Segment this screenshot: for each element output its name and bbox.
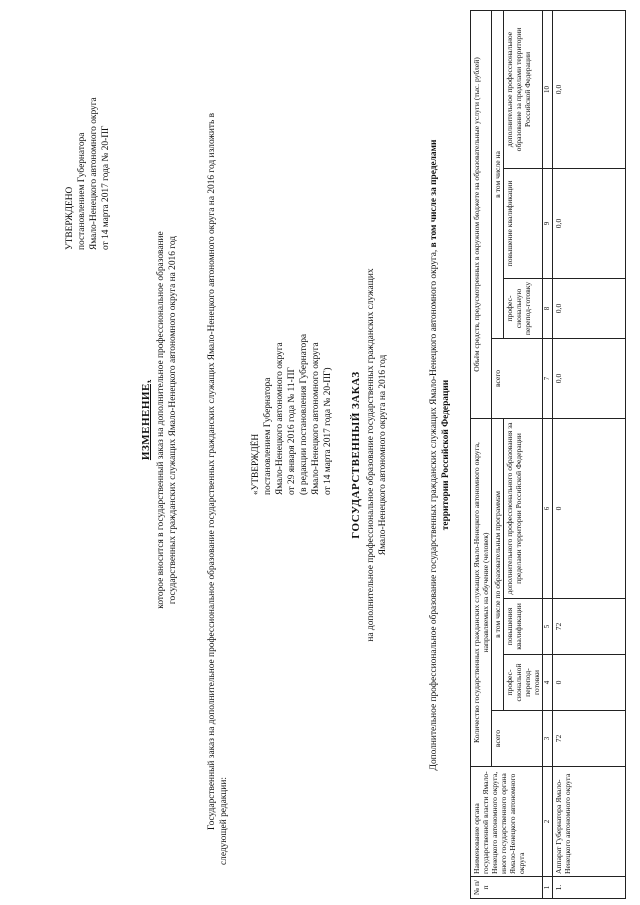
approval-line: от 29 января 2016 года № 11-ПГ [287, 367, 297, 495]
approval-line: (в редакции постановления Губернатора [299, 333, 309, 495]
change-line: государственных гражданских служащих Ямало-Ненецкого автономного округа на 2016 год [168, 235, 178, 605]
column-number: 1 [543, 877, 553, 899]
approval-heading: УТВЕРЖДЕНО [65, 186, 75, 250]
change-heading-block [140, 25, 179, 815]
approval-line: постановлением Губернатора [263, 377, 273, 495]
cell-num: 1. [553, 877, 626, 899]
approval-line: от 14 марта 2017 года № 20-ПГ) [323, 367, 333, 495]
cell-funds-prof: 0,0 [553, 278, 626, 338]
header-total: всего [492, 711, 543, 767]
header-incl: в том числе на [492, 10, 504, 338]
cell-organ: Аппарат Губернатора Ямало-Ненецкого автономного округа [553, 767, 626, 877]
zakaz-title: ГОСУДАРСТВЕННЫЙ ЗАКАЗ [350, 371, 362, 539]
caption-bold: территории Российской Федерации [441, 379, 451, 531]
cell-funds-dop: 0,0 [553, 10, 626, 168]
cell-funds-qual: 0,0 [553, 168, 626, 278]
change-line: которое вносится в государственный заказ на дополнительное профессиональное образование [156, 231, 166, 609]
column-number: 6 [543, 418, 553, 598]
approval-line: постановлением Губернатора [77, 132, 87, 250]
approval-line: Ямало-Ненецкого автономного округа [89, 97, 99, 250]
column-number: 3 [543, 711, 553, 767]
zakaz-line: Ямало-Ненецкого автономного округа на 2016 год [378, 354, 388, 556]
header-qual2: повышение квалификации [504, 168, 543, 278]
approval-line: Ямало-Ненецкого автономного округа [311, 342, 321, 495]
cell-qual: 72 [553, 599, 626, 655]
cell-prof: 0 [553, 655, 626, 711]
approval-line: от 14 марта 2017 года № 20-ПГ [101, 125, 111, 250]
column-number: 7 [543, 338, 553, 418]
column-number: 4 [543, 655, 553, 711]
header-prof2: профес-сиональную перепод-готовку [504, 278, 543, 338]
column-number: 2 [543, 767, 553, 877]
header-qual: повышения квалификации [504, 599, 543, 655]
header-organ: Наименование органа государственной власти Ямало-Ненецкого автономного округа, иного государственного органа Ямало-Ненецкого автономного округа [471, 767, 543, 877]
header-count: Количество государственных гражданских служащих Ямало-Ненецкого автономного округа, направляемых на обучение (человек) [471, 418, 492, 766]
cell-funds-total: 0,0 [553, 338, 626, 418]
change-title: ИЗМЕНЕНИЕ, [140, 379, 152, 461]
cell-total: 72 [553, 711, 626, 767]
approval-heading: «УТВЕРЖДЁН [251, 433, 261, 495]
intro-paragraph: Государственный заказ на дополнительное профессиональное образование государственных гражданских служащих Ямало-Ненецкого автономного округа на 2016 год изложить в следующей редакции: [207, 112, 229, 865]
column-number: 5 [543, 599, 553, 655]
caption-text: Дополнительное профессиональное образование государственных гражданских служащих Ямало-Ненецкого автономного округа, [429, 247, 439, 771]
cell-dop: 0 [553, 418, 626, 598]
approval-stamp-top [64, 20, 112, 250]
header-prof: профес-сиональной перепод-готовки [504, 655, 543, 711]
header-incl-programs: в том числе по образовательным программам [492, 418, 504, 710]
table-row [553, 10, 626, 898]
header-funds: Объём средств, предусмотренных в окружном бюджете на образовательные услуги (тыс. рублей) [471, 10, 492, 418]
header-dop2: дополнительное профессиональное образование за пределами территории Российской Федерации [504, 10, 543, 168]
table-caption [428, 15, 452, 895]
zakaz-heading-block [350, 65, 389, 845]
header-dop: дополнительного профессионального образования за пределами территории Российской Федерации [504, 418, 543, 598]
column-number: 10 [543, 10, 553, 168]
zakaz-line: на дополнительное профессиональное образование государственных гражданских служащих [366, 268, 376, 642]
column-number: 8 [543, 278, 553, 338]
zakaz-table [470, 10, 626, 899]
header-num: № п/п [471, 877, 543, 899]
header-funds-total: всего [492, 338, 543, 418]
column-numbers-row [543, 10, 553, 898]
approval-line: Ямало-Ненецкого автономного округа [275, 342, 285, 495]
column-number: 9 [543, 168, 553, 278]
caption-bold: в том числе за пределами [429, 139, 439, 248]
approval-stamp-second [250, 265, 334, 495]
